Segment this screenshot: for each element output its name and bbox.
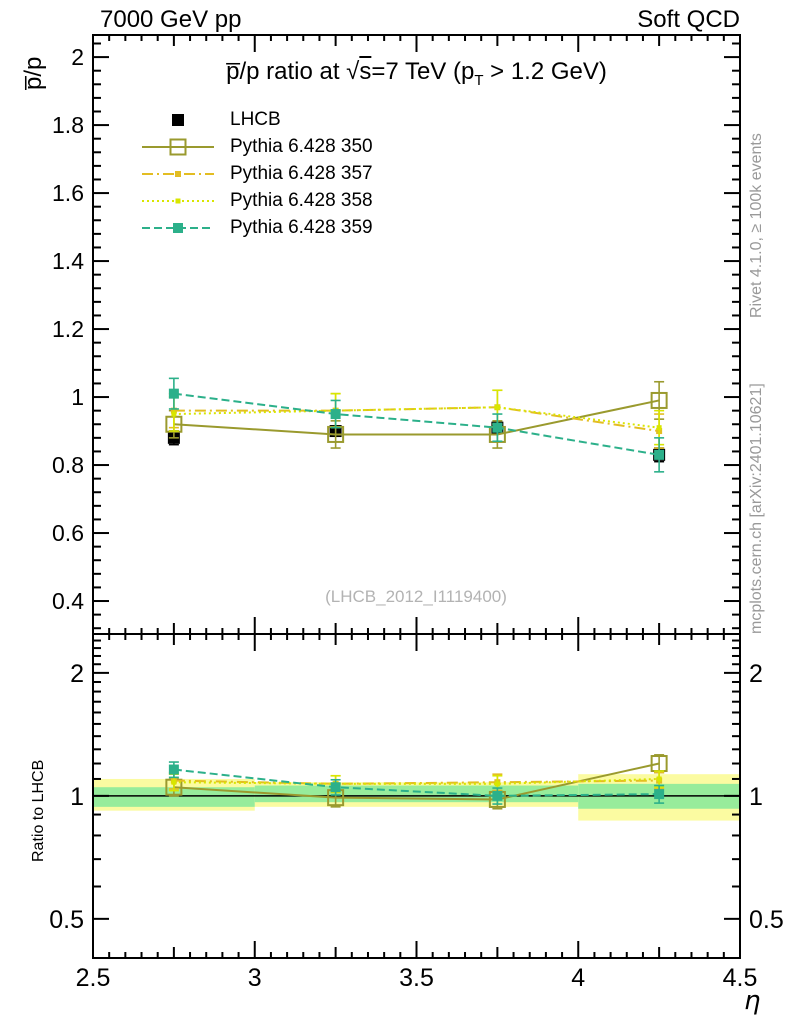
- title-part1: p̅/p ratio at: [226, 58, 347, 85]
- svg-text:2.5: 2.5: [75, 964, 111, 992]
- svg-text:1: 1: [749, 782, 763, 811]
- lhcb-marker-icon: [141, 110, 215, 130]
- legend-label: Pythia 6.428 358: [230, 189, 373, 211]
- legend-label: Pythia 6.428 359: [230, 216, 373, 238]
- series-Pythia-6-428-359: [169, 378, 664, 471]
- beam-energy-label: 7000 GeV pp: [100, 6, 242, 33]
- legend-item-pythia-359: [141, 214, 373, 241]
- legend-label: LHCB: [230, 108, 281, 130]
- x-axis-label: η: [744, 986, 761, 1016]
- legend-item-pythia-350: [141, 133, 373, 160]
- legend-label: Pythia 6.428 357: [230, 162, 373, 184]
- svg-text:0.8: 0.8: [52, 452, 84, 479]
- svg-text:4.5: 4.5: [722, 964, 758, 992]
- legend-item-lhcb: [141, 106, 373, 133]
- analysis-id-watermark: (LHCB_2012_I1119400): [325, 587, 507, 606]
- svg-text:1.4: 1.4: [52, 248, 84, 275]
- title-part3: > 1.2 GeV): [483, 58, 607, 85]
- svg-text:4: 4: [571, 964, 586, 992]
- series-Pythia-6-428-358: [169, 390, 664, 444]
- series-Pythia-6-428-350: [166, 382, 666, 448]
- svg-text:1: 1: [70, 782, 84, 811]
- svg-text:0.5: 0.5: [49, 905, 84, 934]
- svg-text:2: 2: [70, 659, 84, 688]
- legend-label: Pythia 6.428 350: [230, 135, 373, 157]
- svg-text:0.5: 0.5: [749, 905, 784, 934]
- svg-text:2: 2: [71, 44, 84, 71]
- process-group-label: Soft QCD: [637, 6, 740, 33]
- legend-item-pythia-358: [141, 187, 373, 214]
- svg-text:3.5: 3.5: [399, 964, 434, 992]
- svg-text:2: 2: [749, 659, 763, 688]
- svg-text:1.6: 1.6: [52, 180, 84, 207]
- svg-text:0.4: 0.4: [52, 588, 84, 615]
- svg-text:1.2: 1.2: [52, 316, 84, 343]
- rivet-version-note: Rivet 4.1.0, ≥ 100k events: [748, 133, 765, 318]
- sqrt-icon: √: [346, 58, 360, 85]
- y-axis-label-main: p̅/p: [20, 56, 47, 90]
- pythia-350-marker-icon: [141, 137, 215, 157]
- legend-item-pythia-357: [141, 160, 373, 187]
- svg-text:1.8: 1.8: [52, 112, 84, 139]
- title-subscript: T: [474, 71, 484, 89]
- plot-title: [93, 58, 740, 89]
- svg-text:3: 3: [247, 964, 262, 992]
- title-part2: =7 TeV (p: [371, 58, 475, 85]
- sqrt-argument: s: [359, 58, 372, 85]
- pythia-358-marker-icon: [141, 191, 215, 211]
- svg-text:0.6: 0.6: [52, 520, 84, 547]
- mcplots-reference-note: mcplots.cern.ch [arXiv:2401.10621]: [748, 383, 765, 634]
- y-axis-label-ratio: Ratio to LHCB: [30, 759, 47, 862]
- svg-text:1: 1: [71, 384, 84, 411]
- pythia-357-marker-icon: [141, 164, 215, 184]
- legend: [141, 106, 373, 241]
- pythia-359-marker-icon: [141, 218, 215, 238]
